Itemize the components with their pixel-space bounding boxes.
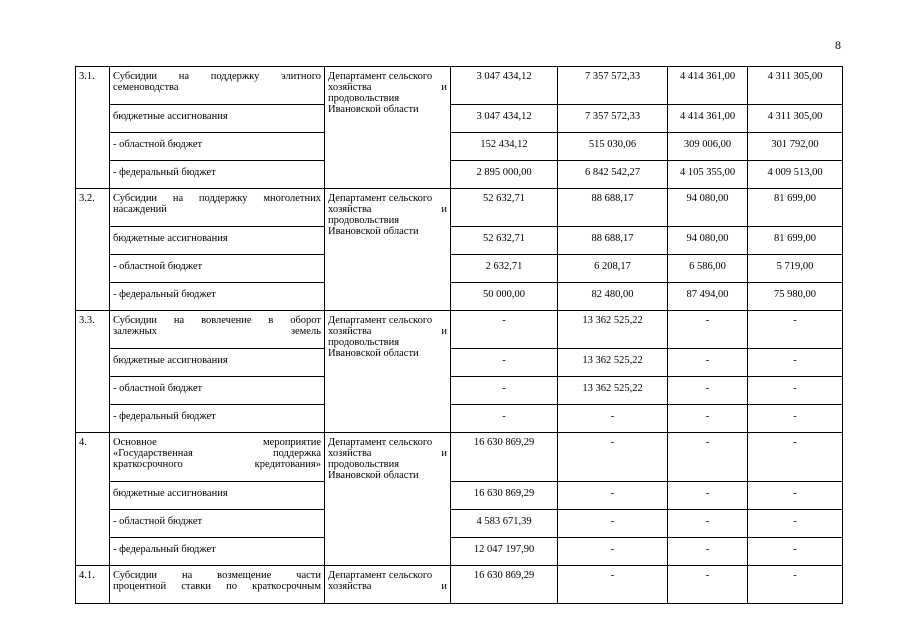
row-label: - областной бюджет (110, 133, 325, 161)
department-word: хозяйства (328, 82, 372, 93)
value-cell (748, 161, 843, 189)
row-label: - федеральный бюджет (110, 405, 325, 433)
value-cell (748, 255, 843, 283)
row-title (110, 311, 325, 349)
value-text: 16 630 869,29 (473, 570, 535, 581)
value-text: - (793, 570, 797, 581)
value-cell (668, 283, 748, 311)
value-cell (558, 510, 668, 538)
value-cell (558, 566, 668, 604)
value-text: 87 494,00 (686, 289, 729, 300)
row-title-line: Субсидии на поддержку элитного (113, 71, 321, 82)
value-cell (558, 405, 668, 433)
row-title (110, 566, 325, 604)
table-row (76, 566, 843, 604)
row-title (110, 189, 325, 227)
value-text: - (705, 355, 710, 366)
value-cell (668, 227, 748, 255)
value-cell (451, 161, 558, 189)
row-title-line: Основное мероприятие (113, 437, 321, 448)
table-row (76, 482, 843, 510)
value-text: 4 414 361,00 (679, 71, 736, 82)
value-text: - (502, 411, 506, 422)
value-cell (748, 227, 843, 255)
value-cell (451, 482, 558, 510)
value-text: 94 080,00 (686, 193, 729, 204)
value-cell (748, 311, 843, 349)
table-row (76, 510, 843, 538)
value-text: 6 586,00 (689, 261, 726, 272)
value-text: 2 895 000,00 (476, 167, 532, 178)
value-text: - (610, 437, 615, 448)
value-cell (451, 510, 558, 538)
table-row (76, 255, 843, 283)
value-cell (748, 405, 843, 433)
row-label: бюджетные ассигнования (110, 105, 325, 133)
department-line (328, 326, 447, 337)
value-text: 7 357 572,33 (584, 111, 641, 122)
value-text: - (610, 411, 615, 422)
value-text: 16 630 869,29 (473, 488, 535, 499)
table-row (76, 433, 843, 482)
value-cell (748, 105, 843, 133)
value-cell (558, 227, 668, 255)
row-title-line: процентной ставки по краткосрочным (113, 581, 321, 592)
value-cell (668, 377, 748, 405)
row-label: бюджетные ассигнования (110, 349, 325, 377)
row-label: бюджетные ассигнования (110, 227, 325, 255)
department-word: хозяйства (328, 204, 372, 215)
value-cell (558, 133, 668, 161)
department-line: продовольствия (328, 215, 400, 226)
department-word: и (441, 204, 447, 215)
value-cell (668, 482, 748, 510)
table-row (76, 377, 843, 405)
row-title (110, 67, 325, 105)
value-text: 6 842 542,27 (584, 167, 641, 178)
department-word: хозяйства (328, 581, 372, 592)
value-text: 301 792,00 (771, 139, 819, 150)
row-title-line: Субсидии на вовлечение в оборот (113, 315, 321, 326)
value-text: - (793, 383, 797, 394)
value-cell (748, 67, 843, 105)
row-label: - федеральный бюджет (110, 538, 325, 566)
value-text: - (793, 355, 797, 366)
department-line: продовольствия (328, 337, 400, 348)
department-word: хозяйства (328, 326, 372, 337)
value-text: - (610, 544, 615, 555)
value-cell (451, 67, 558, 105)
department-word: хозяйства (328, 448, 372, 459)
value-cell (748, 538, 843, 566)
value-text: 5 719,00 (776, 261, 814, 272)
value-cell (668, 510, 748, 538)
row-label: - федеральный бюджет (110, 283, 325, 311)
value-cell (668, 433, 748, 482)
value-cell (748, 283, 843, 311)
budget-table (75, 66, 843, 604)
department-line: Ивановской области (328, 226, 419, 237)
value-text: 81 699,00 (774, 193, 816, 204)
value-text: - (705, 516, 710, 527)
department-cell (325, 189, 451, 311)
value-cell (748, 133, 843, 161)
table-row (76, 311, 843, 349)
table-row (76, 105, 843, 133)
row-number: 3.2. (76, 189, 110, 311)
department-line (328, 581, 447, 592)
value-text: - (793, 437, 797, 448)
department-word: и (441, 326, 447, 337)
value-text: - (793, 516, 797, 527)
value-cell (451, 349, 558, 377)
value-cell (558, 283, 668, 311)
table-row (76, 283, 843, 311)
department-line: Департамент сельского (328, 570, 433, 581)
value-cell (668, 405, 748, 433)
row-number: 3.1. (76, 67, 110, 189)
value-text: 52 632,71 (483, 233, 525, 244)
row-label: бюджетные ассигнования (110, 482, 325, 510)
value-text: - (705, 383, 710, 394)
value-text: 88 688,17 (591, 233, 634, 244)
value-text: 13 362 525,22 (582, 355, 643, 366)
value-text: 152 434,12 (480, 139, 528, 150)
value-cell (558, 538, 668, 566)
value-cell (558, 377, 668, 405)
table-row (76, 227, 843, 255)
row-label: - федеральный бюджет (110, 161, 325, 189)
value-cell (451, 311, 558, 349)
value-cell (668, 161, 748, 189)
value-cell (748, 349, 843, 377)
department-word: и (441, 448, 447, 459)
value-cell (558, 67, 668, 105)
department-line: Ивановской области (328, 470, 419, 481)
value-cell (668, 255, 748, 283)
value-text: 4 311 305,00 (767, 71, 823, 82)
department-cell (325, 67, 451, 189)
department-cell (325, 311, 451, 433)
value-text: - (705, 411, 710, 422)
value-cell (451, 189, 558, 227)
value-cell (451, 405, 558, 433)
department-line: Департамент сельского (328, 437, 433, 448)
value-text: 4 105 355,00 (679, 167, 736, 178)
department-word: и (441, 581, 447, 592)
table-row (76, 161, 843, 189)
value-text: 50 000,00 (483, 289, 525, 300)
value-cell (451, 283, 558, 311)
value-text: - (705, 544, 710, 555)
value-text: 12 047 197,90 (473, 544, 535, 555)
department-line: продовольствия (328, 459, 400, 470)
value-text: - (502, 315, 506, 326)
value-text: - (610, 570, 615, 581)
value-text: 94 080,00 (686, 233, 729, 244)
value-text: 515 030,06 (588, 139, 637, 150)
value-cell (748, 433, 843, 482)
department-line: Департамент сельского (328, 315, 433, 326)
value-text: - (705, 437, 710, 448)
row-title-line: краткосрочного кредитования» (113, 459, 321, 470)
row-title-line: Субсидии на возмещение части (113, 570, 321, 581)
value-text: - (793, 488, 797, 499)
value-text: 16 630 869,29 (473, 437, 535, 448)
value-text: 3 047 434,12 (476, 71, 532, 82)
value-cell (558, 161, 668, 189)
value-cell (451, 105, 558, 133)
value-text: 13 362 525,22 (582, 315, 643, 326)
value-cell (558, 311, 668, 349)
value-text: - (793, 411, 797, 422)
value-cell (748, 482, 843, 510)
value-cell (668, 566, 748, 604)
value-cell (748, 377, 843, 405)
value-cell (748, 510, 843, 538)
value-text: - (610, 488, 615, 499)
department-line (328, 204, 447, 215)
department-line: Департамент сельского (328, 71, 433, 82)
value-text: - (705, 488, 710, 499)
value-cell (668, 105, 748, 133)
value-text: 6 208,17 (594, 261, 631, 272)
value-cell (748, 566, 843, 604)
department-cell (325, 566, 451, 604)
table-row (76, 133, 843, 161)
department-word: и (441, 82, 447, 93)
value-text: 88 688,17 (591, 193, 634, 204)
value-cell (451, 133, 558, 161)
value-text: - (705, 315, 710, 326)
value-cell (451, 538, 558, 566)
row-label: - областной бюджет (110, 255, 325, 283)
value-text: 75 980,00 (774, 289, 816, 300)
value-cell (668, 67, 748, 105)
value-text: 4 583 671,39 (476, 516, 532, 527)
value-text: - (793, 315, 797, 326)
department-line (328, 448, 447, 459)
value-cell (558, 433, 668, 482)
page-number: 8 (835, 38, 841, 52)
value-text: - (502, 355, 506, 366)
value-text: 52 632,71 (483, 193, 525, 204)
value-text: 4 414 361,00 (679, 111, 736, 122)
value-cell (451, 377, 558, 405)
value-text: 7 357 572,33 (584, 71, 641, 82)
value-cell (451, 255, 558, 283)
value-text: 82 480,00 (591, 289, 634, 300)
row-label: - областной бюджет (110, 377, 325, 405)
table-row (76, 189, 843, 227)
value-text: 2 632,71 (485, 261, 523, 272)
value-cell (451, 433, 558, 482)
table-row (76, 67, 843, 105)
value-text: - (705, 570, 710, 581)
table-row (76, 349, 843, 377)
row-label: - областной бюджет (110, 510, 325, 538)
row-title-line: семеноводства (113, 82, 179, 93)
row-number: 4. (76, 433, 110, 566)
value-text: 4 311 305,00 (767, 111, 823, 122)
value-text: 3 047 434,12 (476, 111, 532, 122)
row-number: 4.1. (76, 566, 110, 604)
department-line: Департамент сельского (328, 193, 433, 204)
value-text: 309 006,00 (683, 139, 732, 150)
value-text: - (502, 383, 506, 394)
department-cell (325, 433, 451, 566)
department-line: продовольствия (328, 93, 400, 104)
value-cell (558, 105, 668, 133)
row-title-line: залежных земель (113, 326, 321, 337)
value-cell (558, 189, 668, 227)
value-cell (451, 566, 558, 604)
value-text: 13 362 525,22 (582, 383, 643, 394)
row-title (110, 433, 325, 482)
department-line: Ивановской области (328, 348, 419, 359)
row-title-line: «Государственная поддержка (113, 448, 321, 459)
department-line (328, 82, 447, 93)
value-cell (558, 255, 668, 283)
value-text: - (793, 544, 797, 555)
value-cell (668, 133, 748, 161)
table-row (76, 405, 843, 433)
value-cell (748, 189, 843, 227)
value-cell (668, 538, 748, 566)
value-cell (668, 349, 748, 377)
value-cell (668, 189, 748, 227)
row-title-line: Субсидии на поддержку многолетних (113, 193, 321, 204)
value-cell (558, 349, 668, 377)
row-number: 3.3. (76, 311, 110, 433)
department-line: Ивановской области (328, 104, 419, 115)
value-text: - (610, 516, 615, 527)
value-text: 81 699,00 (774, 233, 816, 244)
value-text: 4 009 513,00 (767, 167, 823, 178)
row-title-line: насаждений (113, 204, 167, 215)
value-cell (558, 482, 668, 510)
value-cell (668, 311, 748, 349)
value-cell (451, 227, 558, 255)
table-row (76, 538, 843, 566)
